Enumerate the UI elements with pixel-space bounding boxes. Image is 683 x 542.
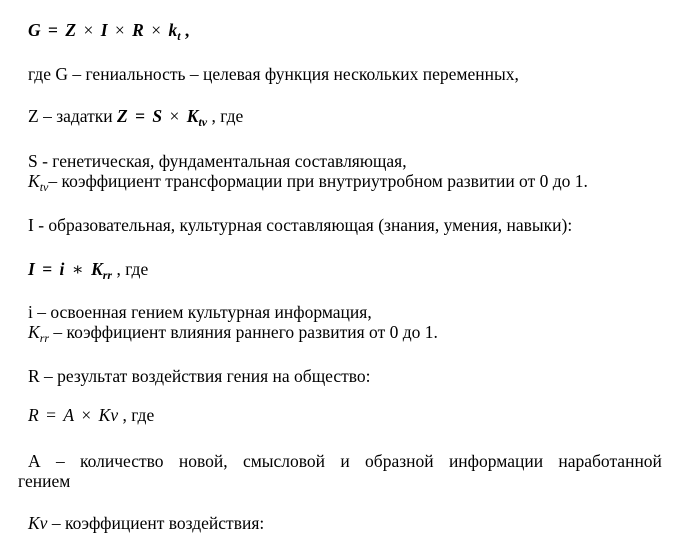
kv-text: – коэффициент воздействия:: [47, 513, 265, 533]
krr-sub: rr: [102, 268, 113, 282]
formula-tail: ,: [180, 20, 190, 40]
formula-equals: =: [48, 20, 58, 40]
a-word: и: [340, 451, 350, 471]
ktv-text: – коэффициент трансформации при внутриутробном развитии от 0 до 1.: [48, 171, 588, 191]
z-prefix: Z – задатки: [28, 106, 117, 126]
r-var: R: [28, 405, 39, 425]
i-mul: ∗: [71, 259, 84, 279]
i-definition: I - образовательная, культурная составляющая (знания, умения, навыки):: [28, 215, 573, 235]
formula-times: ×: [151, 20, 162, 40]
r-times: ×: [81, 405, 92, 425]
a-word: информации: [448, 451, 544, 471]
kv-var: Kv: [98, 405, 119, 425]
z-var: Z: [116, 106, 128, 126]
kv-definition: [28, 512, 264, 534]
krr-symbol: K: [28, 322, 40, 342]
formula-var-k: k: [168, 20, 178, 40]
krr-var: K: [91, 259, 103, 279]
ktv-sub: tv: [198, 115, 208, 129]
a-definition-continuation: гением: [18, 471, 71, 491]
g-definition: где G – гениальность – целевая функция нескольких переменных,: [28, 64, 519, 84]
formula-var-r: R: [132, 20, 144, 40]
formula-times: ×: [114, 20, 125, 40]
formula-var-z: Z: [65, 20, 77, 40]
i-var-big: I: [28, 259, 35, 279]
z-definition: [28, 105, 243, 127]
i-var-small: i: [59, 259, 65, 279]
a-word: образной: [365, 451, 434, 471]
ktv-symbol: K: [28, 171, 40, 191]
krr-symbol-sub: rr: [39, 331, 50, 345]
a-word: новой,: [178, 451, 228, 471]
r-definition: R – результат воздействия гения на общество:: [28, 366, 371, 386]
formula-sub-t: t: [177, 29, 181, 43]
r-equals: =: [46, 405, 56, 425]
krr-text: – коэффициент влияния раннего развития от 0 до 1.: [49, 322, 438, 342]
ktv-definition: [28, 170, 588, 192]
i-small-definition: i – освоенная гением культурная информация,: [28, 302, 372, 322]
ktv-symbol-sub: tv: [39, 180, 49, 194]
z-times: ×: [169, 106, 180, 126]
z-suffix: , где: [207, 106, 244, 126]
krr-definition: [28, 321, 438, 343]
s-var: S: [152, 106, 163, 126]
kv-symbol: Kv: [28, 513, 48, 533]
a-word: A: [28, 451, 41, 471]
a-var: A: [63, 405, 75, 425]
a-word: смысловой: [242, 451, 326, 471]
formula-var-i: I: [100, 20, 108, 40]
a-definition: [28, 450, 662, 472]
a-word: –: [55, 451, 65, 471]
ktv-var: K: [186, 106, 199, 126]
formula-i: [28, 258, 148, 280]
formula-r: [28, 404, 154, 426]
i-equals: =: [42, 259, 53, 279]
a-word: наработанной: [558, 451, 662, 471]
z-equals: =: [135, 106, 146, 126]
a-word: количество: [80, 451, 164, 471]
formula-var-g: G: [28, 20, 41, 40]
s-definition: S - генетическая, фундаментальная составляющая,: [28, 151, 407, 171]
r-suffix: , где: [118, 405, 155, 425]
formula-times: ×: [83, 20, 94, 40]
formula-main: [28, 19, 189, 41]
i-suffix: , где: [112, 259, 149, 279]
